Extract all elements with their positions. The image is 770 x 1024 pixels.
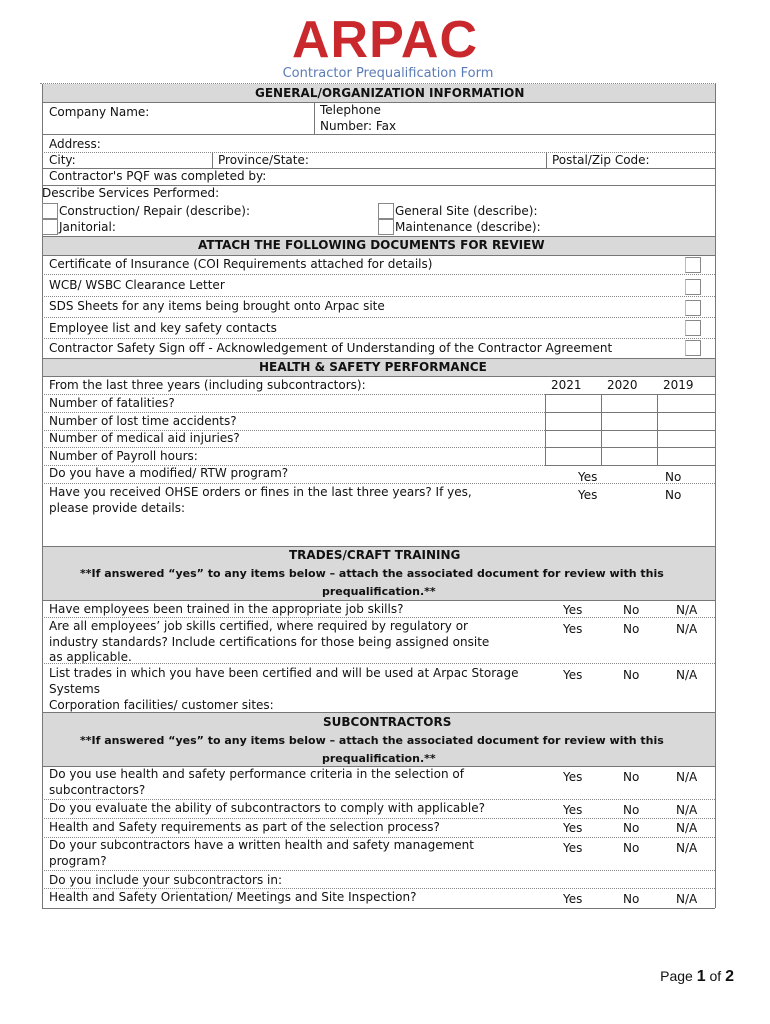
written-program-na[interactable]: N/A <box>676 841 698 855</box>
telephone-label: Telephone <box>320 103 381 117</box>
trades-list-question-cont: Systems <box>49 682 100 696</box>
doc-item-coi: Certificate of Insurance (COI Requirements attached for details) <box>49 257 433 271</box>
certified-no[interactable]: No <box>623 622 640 636</box>
grid-line <box>545 394 546 465</box>
rule <box>42 799 715 800</box>
doc-signoff-checkbox[interactable] <box>685 340 701 356</box>
certified-question-cont2: as applicable. <box>49 650 132 664</box>
postal-label: Postal/Zip Code: <box>552 153 650 167</box>
fatalities-label: Number of fatalities? <box>49 396 175 410</box>
rule <box>42 394 545 395</box>
certified-question: Are all employees’ job skills certified, where required by regulatory or <box>49 619 468 633</box>
criteria-question: Do you use health and safety performance criteria in the selection of <box>49 767 464 781</box>
page-word: Page <box>660 968 693 984</box>
construction-checkbox[interactable] <box>42 203 58 219</box>
rule <box>42 600 715 601</box>
grid-line <box>545 465 715 466</box>
rule <box>42 317 715 318</box>
evaluate-na[interactable]: N/A <box>676 803 698 817</box>
grid-line <box>545 394 715 395</box>
trained-yes[interactable]: Yes <box>563 603 583 617</box>
maintenance-checkbox[interactable] <box>378 219 394 235</box>
rule <box>42 358 715 359</box>
doc-wcb-checkbox[interactable] <box>685 279 701 295</box>
trades-list-no[interactable]: No <box>623 668 640 682</box>
address-label: Address: <box>49 137 101 151</box>
janitorial-checkbox[interactable] <box>42 219 58 235</box>
general-site-checkbox[interactable] <box>378 203 394 219</box>
requirements-question: Health and Safety requirements as part of the selection process? <box>49 820 440 834</box>
rule <box>42 376 715 377</box>
rule <box>42 447 545 448</box>
table-left-border <box>42 546 43 712</box>
rtw-no[interactable]: No <box>665 470 682 484</box>
certified-question-cont: industry standards? Include certifications for those being assigned onsite <box>49 635 490 649</box>
medical-aid-label: Number of medical aid injuries? <box>49 431 240 445</box>
subcontractors-heading: SUBCONTRACTORS <box>323 715 452 729</box>
written-program-question-cont: program? <box>49 854 107 868</box>
ohse-yes[interactable]: Yes <box>578 488 598 502</box>
page-total: 2 <box>725 968 734 985</box>
lost-time-label: Number of lost time accidents? <box>49 414 237 428</box>
table-right-border <box>715 546 716 712</box>
table-right-border <box>715 358 716 546</box>
rule <box>42 870 715 871</box>
written-program-yes[interactable]: Yes <box>563 841 583 855</box>
orientation-question: Health and Safety Orientation/ Meetings and Site Inspection? <box>49 890 417 904</box>
trades-list-question-cont2: Corporation facilities/ customer sites: <box>49 698 274 712</box>
table-left-border <box>42 712 43 908</box>
construction-label: Construction/ Repair (describe): <box>59 204 251 218</box>
grid-line <box>545 447 715 448</box>
year-2019: 2019 <box>663 378 694 392</box>
health-heading: HEALTH & SAFETY PERFORMANCE <box>259 360 487 374</box>
table-right-border <box>715 84 716 236</box>
rule <box>546 152 547 168</box>
evaluate-question: Do you evaluate the ability of subcontractors to comply with applicable? <box>49 801 485 815</box>
certified-yes[interactable]: Yes <box>563 622 583 636</box>
page-indicator <box>660 968 734 986</box>
rule <box>42 236 715 237</box>
doc-coi-checkbox[interactable] <box>685 257 701 273</box>
rule <box>212 152 213 168</box>
trained-question: Have employees been trained in the appropriate job skills? <box>49 602 404 616</box>
rule <box>42 338 715 339</box>
pqf-completed-label: Contractor's PQF was completed by: <box>49 169 267 183</box>
doc-sds-checkbox[interactable] <box>685 300 701 316</box>
trained-no[interactable]: No <box>623 603 640 617</box>
table-right-border <box>715 236 716 358</box>
requirements-na[interactable]: N/A <box>676 821 698 835</box>
ohse-no[interactable]: No <box>665 488 682 502</box>
rule <box>42 255 715 256</box>
rule <box>42 134 715 135</box>
orientation-yes[interactable]: Yes <box>563 892 583 906</box>
include-question: Do you include your subcontractors in: <box>49 873 282 887</box>
rule <box>42 908 715 909</box>
grid-line <box>657 394 658 465</box>
grid-line <box>545 412 715 413</box>
rule <box>42 274 715 275</box>
rule <box>42 617 715 618</box>
evaluate-no[interactable]: No <box>623 803 640 817</box>
form-title: Contractor Prequalification Form <box>282 66 494 81</box>
trained-na[interactable]: N/A <box>676 603 698 617</box>
trades-list-question: List trades in which you have been certified and will be used at Arpac Storage <box>49 666 519 680</box>
ohse-question: Have you received OHSE orders or fines in the last three years? If yes, <box>49 485 472 499</box>
orientation-no[interactable]: No <box>623 892 640 906</box>
doc-employee-checkbox[interactable] <box>685 320 701 336</box>
janitorial-label: Janitorial: <box>59 220 116 234</box>
written-program-no[interactable]: No <box>623 841 640 855</box>
year-2020: 2020 <box>607 378 638 392</box>
rtw-question: Do you have a modified/ RTW program? <box>49 466 289 480</box>
certified-na[interactable]: N/A <box>676 622 698 636</box>
fax-label: Number: Fax <box>320 119 397 133</box>
rule <box>42 546 715 547</box>
payroll-hours-label: Number of Payroll hours: <box>49 449 198 463</box>
criteria-na[interactable]: N/A <box>676 770 698 784</box>
province-label: Province/State: <box>218 153 309 167</box>
trades-note: **If answered “yes” to any items below – attach the associated document for review with this <box>80 567 664 580</box>
rule <box>42 712 715 713</box>
trades-list-yes[interactable]: Yes <box>563 668 583 682</box>
rule <box>314 102 315 134</box>
company-name-label: Company Name: <box>49 105 150 119</box>
page-current: 1 <box>696 968 706 985</box>
doc-item-safety-signoff: Contractor Safety Sign off - Acknowledgement of Understanding of the Contractor Agreement <box>49 341 613 355</box>
of-word: of <box>709 968 722 984</box>
general-heading-text: GENERAL/ORGANIZATION INFORMATION <box>255 86 525 100</box>
criteria-no[interactable]: No <box>623 770 640 784</box>
written-program-question: Do your subcontractors have a written health and safety management <box>49 838 474 852</box>
rule <box>42 483 715 484</box>
evaluate-yes[interactable]: Yes <box>563 803 583 817</box>
table-right-border <box>715 712 716 908</box>
doc-item-employee-list: Employee list and key safety contacts <box>49 321 277 335</box>
rtw-yes[interactable]: Yes <box>578 470 598 484</box>
documents-heading: ATTACH THE FOLLOWING DOCUMENTS FOR REVIEW <box>198 238 545 252</box>
year-2021: 2021 <box>551 378 582 392</box>
grid-line <box>601 394 602 465</box>
criteria-question-cont: subcontractors? <box>49 783 146 797</box>
requirements-yes[interactable]: Yes <box>563 821 583 835</box>
criteria-yes[interactable]: Yes <box>563 770 583 784</box>
arpac-logo: ARPAC <box>291 11 479 69</box>
table-left-border <box>42 358 43 546</box>
grid-line <box>545 430 715 431</box>
city-label: City: <box>49 153 76 167</box>
subcontractors-note: **If answered “yes” to any items below – attach the associated document for review with this <box>80 734 664 747</box>
rule <box>42 296 715 297</box>
doc-item-wcb: WCB/ WSBC Clearance Letter <box>49 278 225 292</box>
rule <box>42 888 715 889</box>
trades-list-na[interactable]: N/A <box>676 668 698 682</box>
rule <box>42 412 545 413</box>
describe-services-label: Describe Services Performed: <box>42 186 220 200</box>
orientation-na[interactable]: N/A <box>676 892 698 906</box>
doc-item-sds: SDS Sheets for any items being brought onto Arpac site <box>49 299 385 313</box>
subcontractors-note-cont: prequalification.** <box>322 752 436 765</box>
trades-heading: TRADES/CRAFT TRAINING <box>289 548 461 562</box>
rule <box>42 663 715 664</box>
trades-note-cont: prequalification.** <box>322 585 436 598</box>
requirements-no[interactable]: No <box>623 821 640 835</box>
three-years-intro: From the last three years (including subcontractors): <box>49 378 366 392</box>
general-site-label: General Site (describe): <box>395 204 538 218</box>
ohse-question-cont: please provide details: <box>49 501 186 515</box>
maintenance-label: Maintenance (describe): <box>395 220 541 234</box>
rule <box>42 818 715 819</box>
